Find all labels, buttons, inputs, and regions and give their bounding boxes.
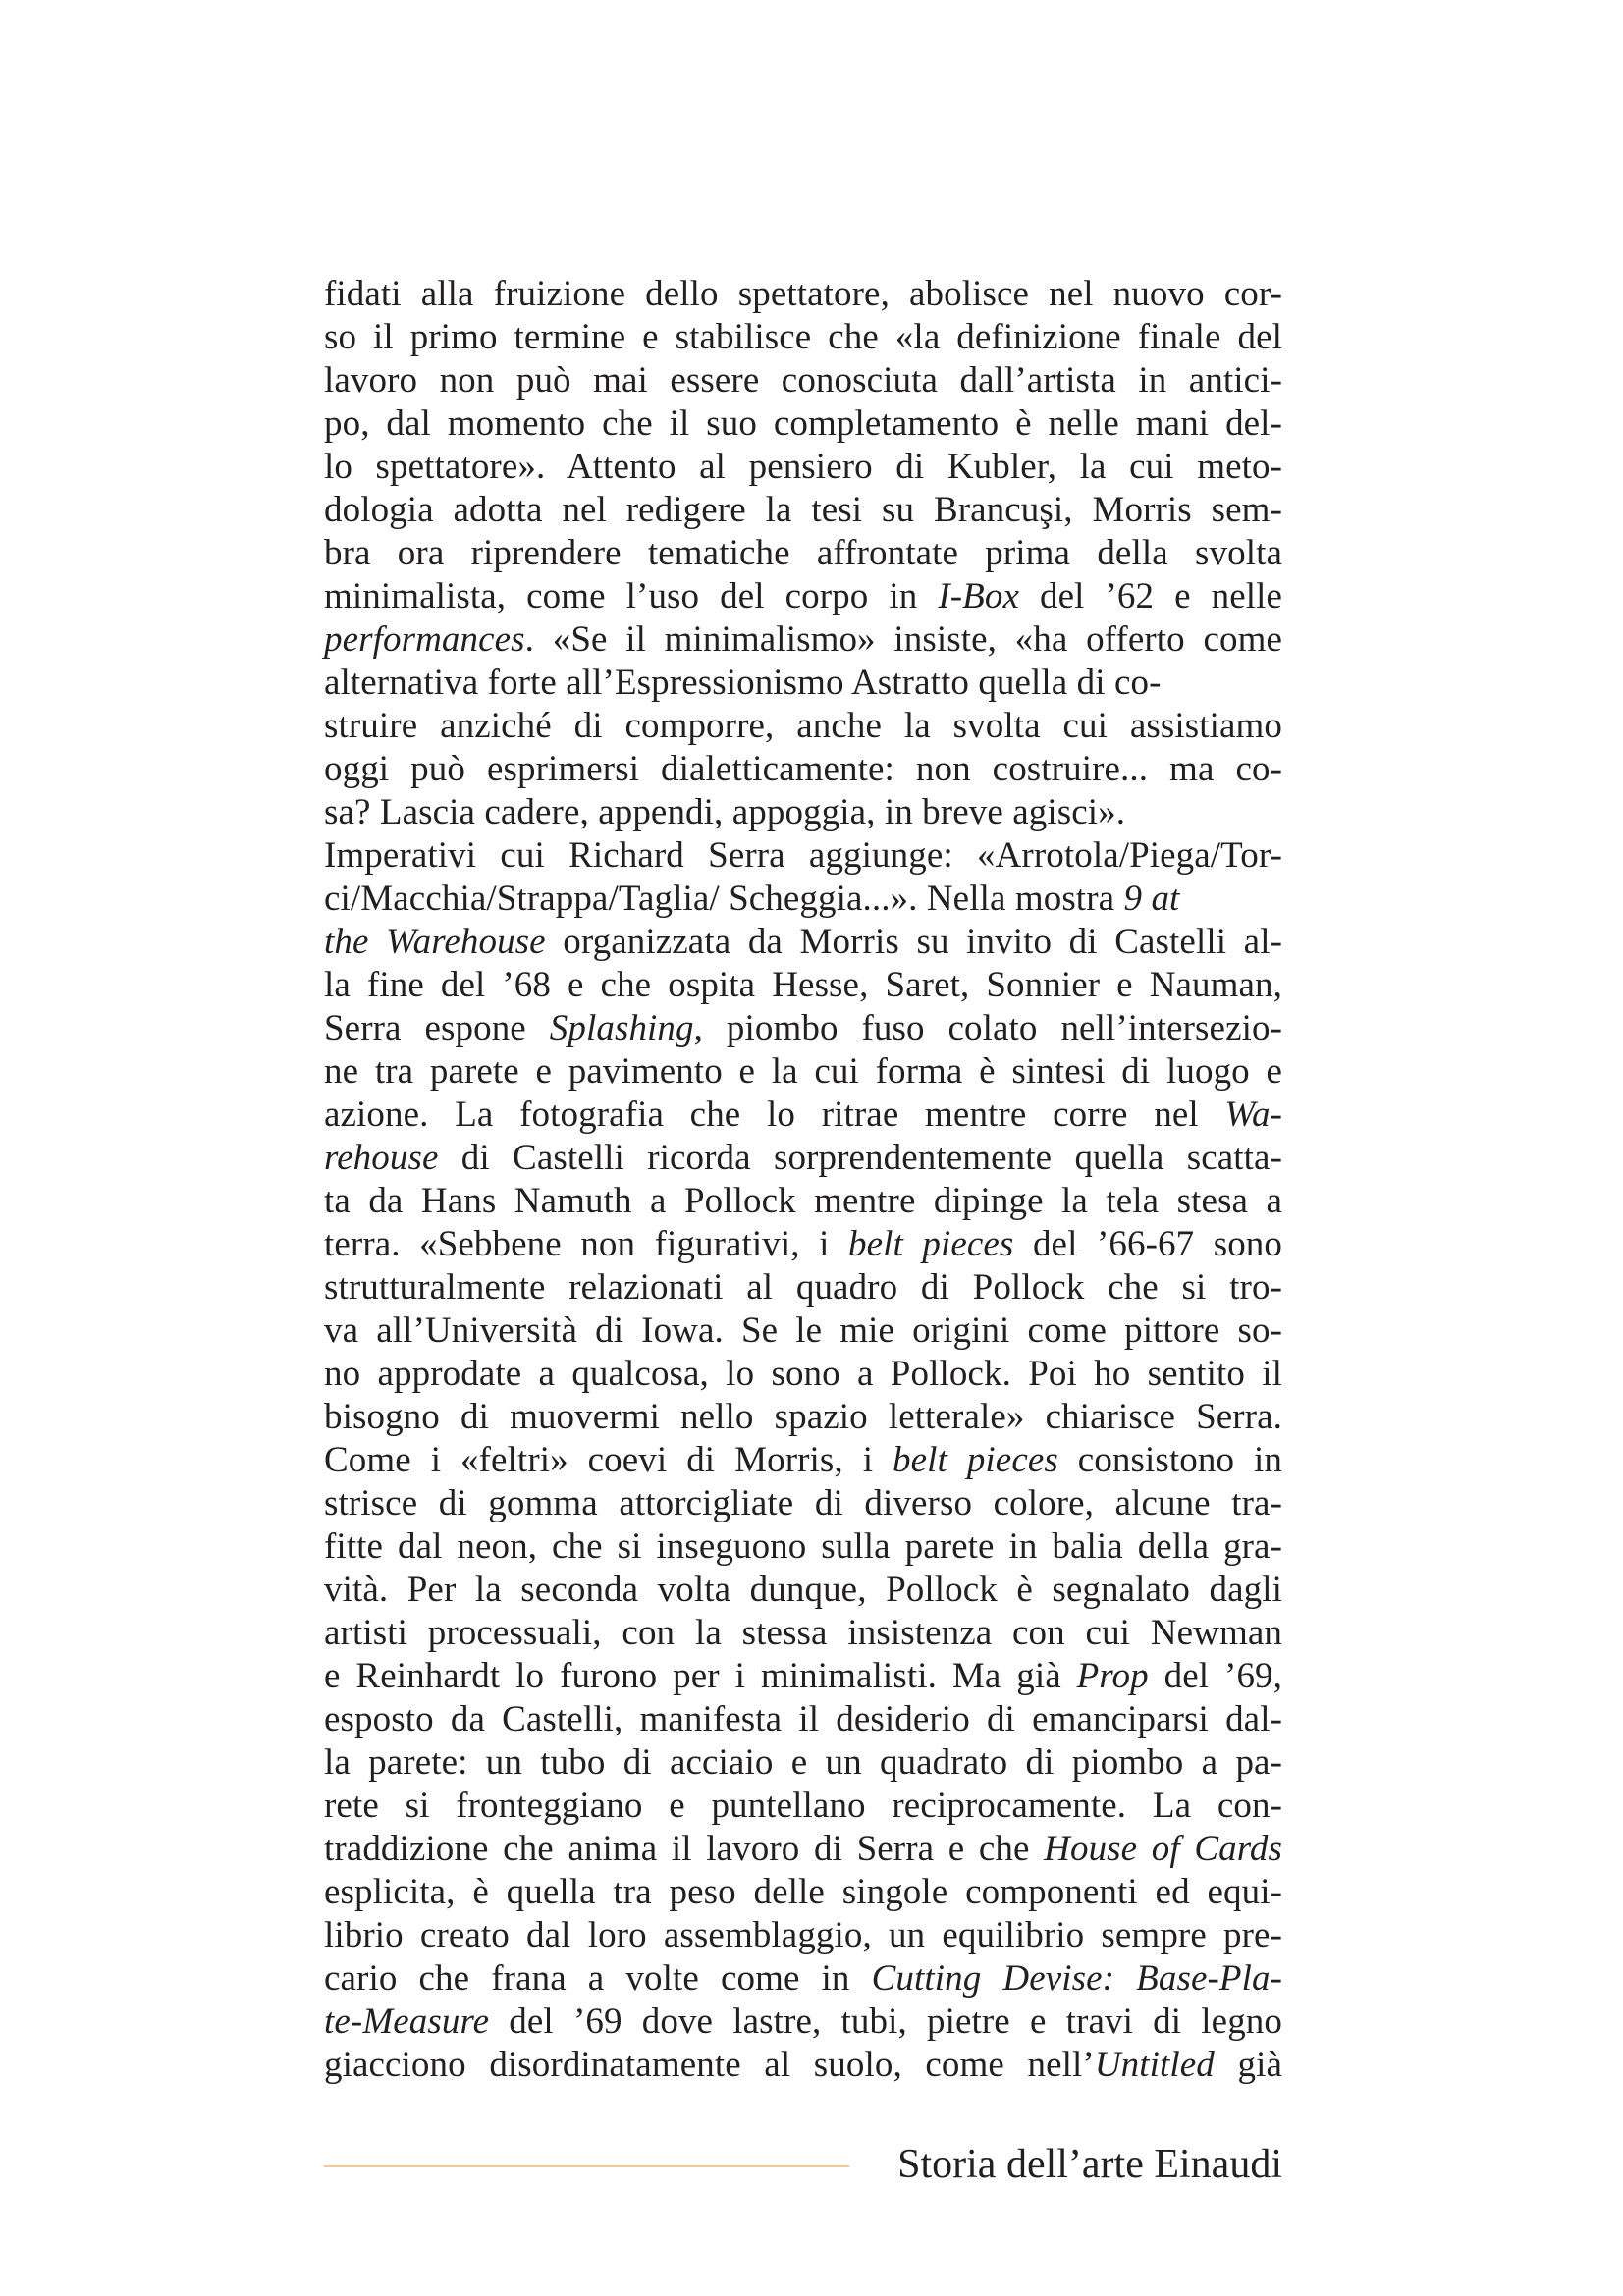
text-segment: sa? Lascia cadere, appendi, appoggia, in breve agisci».: [324, 792, 1126, 832]
text-line: [324, 316, 1282, 359]
text-line: [324, 1612, 1282, 1655]
text-segment: la fine del ’68 e che ospita Hesse, Saret, Sonnier e Nauman,: [324, 965, 1282, 1005]
text-segment: terra. «Sebbene non figurativi, i: [324, 1224, 848, 1264]
footer-title: Storia dell’arte Einaudi: [897, 2142, 1282, 2187]
text-line: [324, 1309, 1282, 1353]
italic-title: I-Box: [938, 576, 1019, 616]
text-line: [324, 1785, 1282, 1828]
text-line: [324, 359, 1282, 402]
text-segment: lo spettatore». Attento al pensiero di Kubler, la cui meto-: [324, 447, 1282, 487]
text-line: [324, 575, 1282, 618]
text-line: [324, 1698, 1282, 1741]
footer-rule: [324, 2165, 849, 2167]
text-line: [324, 1655, 1282, 1698]
text-line: [324, 532, 1282, 575]
text-line: [324, 1525, 1282, 1569]
text-segment: no approdate a qualcosa, lo sono a Pollock. Poi ho sentito il: [324, 1354, 1282, 1394]
text-segment: del ’69 dove lastre, tubi, pietre e travi di legno: [489, 2002, 1282, 2042]
text-line: [324, 662, 1282, 705]
text-segment: di Castelli ricorda sorprendentemente quella scatta-: [438, 1138, 1282, 1178]
text-segment: già: [1214, 2045, 1282, 2085]
italic-title: the Warehouse: [324, 922, 546, 962]
italic-title: te-Measure: [324, 2002, 490, 2042]
text-line: [324, 1569, 1282, 1612]
text-line: [324, 2001, 1282, 2044]
text-line: [324, 1353, 1282, 1396]
text-line: [324, 1266, 1282, 1309]
italic-title: performances: [324, 619, 525, 660]
text-segment: po, dal momento che il suo completamento è nelle mani del-: [324, 403, 1282, 444]
text-line: [324, 446, 1282, 489]
text-segment: fitte dal neon, che si inseguono sulla parete in balia della gra-: [324, 1526, 1282, 1567]
text-segment: ne tra parete e pavimento e la cui forma è sintesi di luogo e: [324, 1051, 1282, 1092]
text-line: [324, 791, 1282, 834]
text-segment: giacciono disordinatamente al suolo, come nell’: [324, 2045, 1095, 2085]
italic-title: Wa-: [1224, 1095, 1282, 1135]
text-segment: Come i «feltri» coevi di Morris, i: [324, 1440, 893, 1480]
text-segment: alternativa forte all’Espressionismo Astratto quella di co-: [324, 663, 1162, 703]
text-line: [324, 1180, 1282, 1223]
italic-title: belt pieces: [893, 1440, 1058, 1480]
italic-title: 9 at: [1123, 879, 1180, 919]
text-line: [324, 921, 1282, 964]
text-segment: fidati alla fruizione dello spettatore, abolisce nel nuovo cor-: [324, 274, 1282, 314]
italic-title: rehouse: [324, 1138, 439, 1178]
text-line: [324, 705, 1282, 748]
italic-title: Cutting Devise: Base-Pla-: [871, 1958, 1282, 1999]
text-line: [324, 402, 1282, 446]
text-segment: consistono in: [1057, 1440, 1282, 1480]
text-line: [324, 834, 1282, 878]
text-segment: esplicita, è quella tra peso delle singole componenti ed equi-: [324, 1872, 1282, 1912]
text-line: [324, 1741, 1282, 1785]
text-segment: dologia adotta nel redigere la tesi su Brancuşi, Morris sem-: [324, 490, 1282, 530]
text-line: [324, 1007, 1282, 1050]
text-segment: ta da Hans Namuth a Pollock mentre dipinge la tela stesa a: [324, 1181, 1282, 1221]
text-segment: minimalista, come l’uso del corpo in: [324, 576, 939, 616]
italic-title: Untitled: [1094, 2045, 1215, 2085]
text-segment: Imperativi cui Richard Serra aggiunge: «Arrotola/Piega/Tor-: [324, 835, 1282, 876]
text-segment: del ’69,: [1148, 1656, 1282, 1696]
text-segment: va all’Università di Iowa. Se le mie origini come pittore so-: [324, 1310, 1282, 1351]
text-line: [324, 2044, 1282, 2087]
text-segment: artisti processuali, con la stessa insistenza con cui Newman: [324, 1613, 1282, 1653]
text-line: [324, 1957, 1282, 2001]
text-segment: strutturalmente relazionati al quadro di Pollock che si tro-: [324, 1267, 1282, 1308]
text-line: [324, 964, 1282, 1007]
body-text: [324, 273, 1282, 2087]
text-line: [324, 1828, 1282, 1871]
text-segment: oggi può esprimersi dialetticamente: non costruire... ma co-: [324, 749, 1282, 789]
text-line: [324, 1094, 1282, 1137]
text-segment: la parete: un tubo di acciaio e un quadrato di piombo a pa-: [324, 1742, 1282, 1783]
text-segment: strisce di gomma attorcigliate di diverso colore, alcune tra-: [324, 1483, 1282, 1523]
text-line: [324, 1396, 1282, 1439]
text-line: [324, 1482, 1282, 1525]
text-segment: organizzata da Morris su invito di Castelli al-: [545, 922, 1282, 962]
text-segment: del ’66-67 sono: [1013, 1224, 1282, 1264]
text-segment: lavoro non può mai essere conosciuta dall’artista in antici-: [324, 360, 1282, 400]
text-segment: struire anziché di comporre, anche la svolta cui assistiamo: [324, 706, 1282, 746]
text-segment: cario che frana a volte come in: [324, 1958, 872, 1999]
text-line: [324, 1137, 1282, 1180]
text-segment: esposto da Castelli, manifesta il desiderio di emanciparsi dal-: [324, 1699, 1282, 1739]
text-line: [324, 1223, 1282, 1266]
text-line: [324, 273, 1282, 316]
text-segment: vità. Per la seconda volta dunque, Pollock è segnalato dagli: [324, 1570, 1282, 1610]
text-segment: e Reinhardt lo furono per i minimalisti. Ma già: [324, 1656, 1077, 1696]
text-line: [324, 748, 1282, 791]
text-segment: , piombo fuso colato nell’intersezio-: [693, 1008, 1283, 1048]
text-line: [324, 1439, 1282, 1482]
italic-title: Prop: [1076, 1656, 1149, 1696]
text-line: [324, 489, 1282, 532]
text-segment: so il primo termine e stabilisce che «la definizione finale del: [324, 317, 1282, 357]
text-segment: bisogno di muovermi nello spazio letterale» chiarisce Serra.: [324, 1397, 1282, 1437]
text-segment: traddizione che anima il lavoro di Serra e che: [324, 1829, 1045, 1869]
text-line: [324, 878, 1282, 921]
italic-title: Splashing: [549, 1008, 694, 1048]
text-segment: Serra espone: [324, 1008, 550, 1048]
italic-title: House of Cards: [1044, 1829, 1282, 1869]
text-line: [324, 1050, 1282, 1094]
text-line: [324, 1914, 1282, 1957]
italic-title: belt pieces: [848, 1224, 1014, 1264]
text-segment: ci/Macchia/Strappa/Taglia/ Scheggia...». Nella mostra: [324, 879, 1124, 919]
text-segment: librio creato dal loro assemblaggio, un equilibrio sempre pre-: [324, 1915, 1282, 1955]
text-line: [324, 1871, 1282, 1914]
text-segment: rete si fronteggiano e puntellano reciprocamente. La con-: [324, 1786, 1282, 1826]
text-segment: bra ora riprendere tematiche affrontate prima della svolta: [324, 533, 1282, 573]
text-segment: . «Se il minimalismo» insiste, «ha offerto come: [524, 619, 1282, 660]
text-segment: azione. La fotografia che lo ritrae mentre corre nel: [324, 1095, 1225, 1135]
text-line: [324, 618, 1282, 662]
text-segment: del ’62 e nelle: [1019, 576, 1282, 616]
